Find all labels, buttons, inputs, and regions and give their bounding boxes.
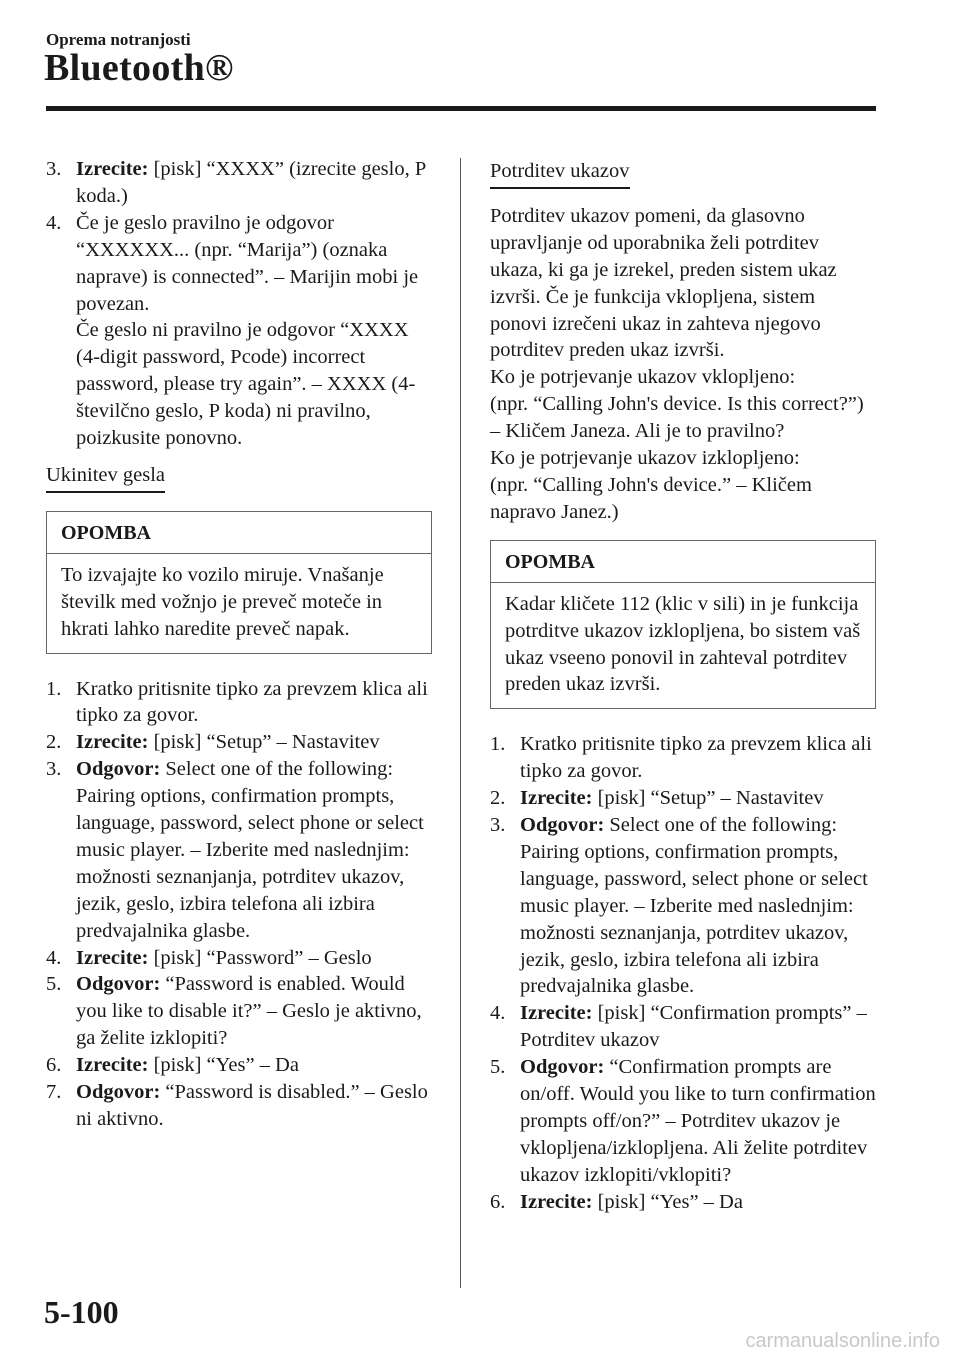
step-text-continued: Če geslo ni pravilno je odgovor “XXXX (4-digit password, Pcode) incorrect password, please try again”. – XXXX (4-številčno geslo, P koda) ni pravilno, poizkusite ponovno. [76, 319, 416, 450]
step-label: Odgovor: [76, 1081, 161, 1104]
note-box [490, 540, 876, 710]
paragraph-on-example: (npr. “Calling John's device. Is this correct?”) – Kličem Janeza. Ali je to pravilno? [490, 393, 864, 443]
step-text: [pisk] “Password” – Geslo [148, 946, 372, 969]
step-number: 6. [46, 1054, 62, 1077]
step-label: Odgovor: [76, 758, 161, 781]
paragraph-on-label: Ko je potrjevanje ukazov vklopljeno: [490, 366, 796, 389]
page-title: Bluetooth® [44, 47, 234, 89]
note-box [46, 511, 432, 654]
note-text: To izvajajte ko vozilo miruje. Vnašanje številk med vožnjo je preveč moteče in hkrati lahko naredite preveč napak. [61, 563, 384, 640]
paragraph-off-example: (npr. “Calling John's device.” – Kličem napravo Janez.) [490, 473, 812, 523]
step-text: [pisk] “Confirmation prompts” – Potrditev ukazov [520, 1002, 867, 1052]
watermark-link[interactable]: carmanualsonline.info [745, 1330, 940, 1352]
step-number: 3. [46, 758, 62, 781]
step-label: Izrecite: [520, 1002, 593, 1025]
column-divider [460, 158, 461, 1288]
list-item [46, 945, 432, 972]
step-label: Odgovor: [76, 973, 161, 996]
step-text: [pisk] “Setup” – Nastavitev [148, 731, 380, 754]
step-text: Če je geslo pravilno je odgovor “XXXXXX... (npr. “Marija”) (oznaka naprave) is connected”. – Marijin mobi je povezan. [76, 211, 419, 315]
step-number: 4. [490, 1002, 506, 1025]
page-number: 5-100 [44, 1294, 119, 1330]
step-text: “Confirmation prompts are on/off. Would you like to turn confirmation prompts off/on?” – Potrditev ukazov je vklopljena/izklopljena. Ali želite potrditev ukazov izklopiti/vklopiti? [520, 1056, 876, 1186]
note-title: OPOMBA [47, 512, 431, 554]
step-label: Izrecite: [76, 1054, 149, 1077]
step-text: [pisk] “Yes” – Da [592, 1190, 743, 1213]
step-label: Izrecite: [76, 946, 149, 969]
step-number: 7. [46, 1081, 62, 1104]
step-number: 3. [46, 158, 62, 180]
step-text: “Password is enabled. Would you like to disable it?” – Geslo je aktivno, ga želite izklopiti? [76, 973, 422, 1050]
step-label: Odgovor: [520, 814, 605, 837]
list-item [490, 1189, 876, 1216]
step-text: [pisk] “XXXX” (izrecite geslo, P koda.) [76, 158, 426, 207]
list-item [46, 971, 432, 1052]
step-text: Select one of the following: Pairing options, confirmation prompts, language, password, select phone or select music player. – Izberite med naslednjim: možnosti seznanjanja, potrditev ukazov, jezik, geslo, izbira telefona ali izbira predvajalnika glasbe. [76, 758, 424, 942]
step-number: 2. [46, 731, 62, 754]
list-item [490, 785, 876, 812]
right-column [490, 156, 876, 1216]
step-label: Izrecite: [520, 1190, 593, 1213]
list-item [46, 676, 432, 730]
header-divider [46, 106, 876, 111]
step-text: Kratko pritisnite tipko za prevzem klica ali tipko za govor. [76, 677, 428, 727]
step-number: 6. [490, 1190, 506, 1213]
note-text: Kadar kličete 112 (klic v sili) in je funkcija potrditve ukazov izklopljena, bo sistem vaš ukaz vseeno ponovil in zahteval potrditev preden ukaz izvrši. [505, 592, 861, 696]
step-label: Izrecite: [76, 158, 149, 180]
step-text: Kratko pritisnite tipko za prevzem klica ali tipko za govor. [520, 733, 872, 783]
left-column [46, 156, 432, 1133]
list-item [46, 210, 432, 452]
paragraph-off-label: Ko je potrjevanje ukazov izklopljeno: [490, 447, 800, 470]
step-number: 3. [490, 814, 506, 837]
step-text: “Password is disabled.” – Geslo ni aktivno. [76, 1081, 428, 1130]
list-item [490, 1000, 876, 1054]
step-text: [pisk] “Yes” – Da [148, 1054, 299, 1077]
step-number: 1. [46, 677, 62, 700]
step-number: 4. [46, 211, 62, 234]
note-title: OPOMBA [491, 541, 875, 583]
step-text: Select one of the following: Pairing options, confirmation prompts, language, password, select phone or select music player. – Izberite med naslednjim: možnosti seznanjanja, potrditev ukazov, jezik, geslo, izbira telefona ali izbira predvajalnika glasbe. [520, 814, 868, 998]
list-item [46, 729, 432, 756]
step-number: 1. [490, 733, 506, 756]
section-heading-potrditev-ukazov: Potrditev ukazov [490, 158, 630, 189]
step-label: Izrecite: [76, 731, 149, 754]
step-label: Izrecite: [520, 787, 593, 810]
list-item [46, 1052, 432, 1079]
step-number: 5. [46, 973, 62, 996]
list-item [490, 731, 876, 785]
step-label: Odgovor: [520, 1056, 605, 1079]
step-number: 4. [46, 946, 62, 969]
step-text: [pisk] “Setup” – Nastavitev [592, 787, 824, 810]
step-number: 2. [490, 787, 506, 810]
list-item [46, 756, 432, 944]
step-number: 5. [490, 1056, 506, 1079]
section-heading-ukinitev-gesla: Ukinitev gesla [46, 462, 165, 493]
header-section-label: Oprema notranjosti [46, 30, 191, 49]
list-item [46, 1079, 432, 1133]
list-item [490, 1054, 876, 1189]
list-item [490, 812, 876, 1000]
paragraph-intro: Potrditev ukazov pomeni, da glasovno upravljanje od uporabnika želi potrditev ukaza, ki ga je izrekel, preden sistem ukaz izvrši. Če je funkcija vklopljena, sistem ponovi izrečeni ukaz in zahteva njegovo potrditev preden ukaz izvrši. [490, 204, 837, 362]
list-item [46, 156, 432, 210]
